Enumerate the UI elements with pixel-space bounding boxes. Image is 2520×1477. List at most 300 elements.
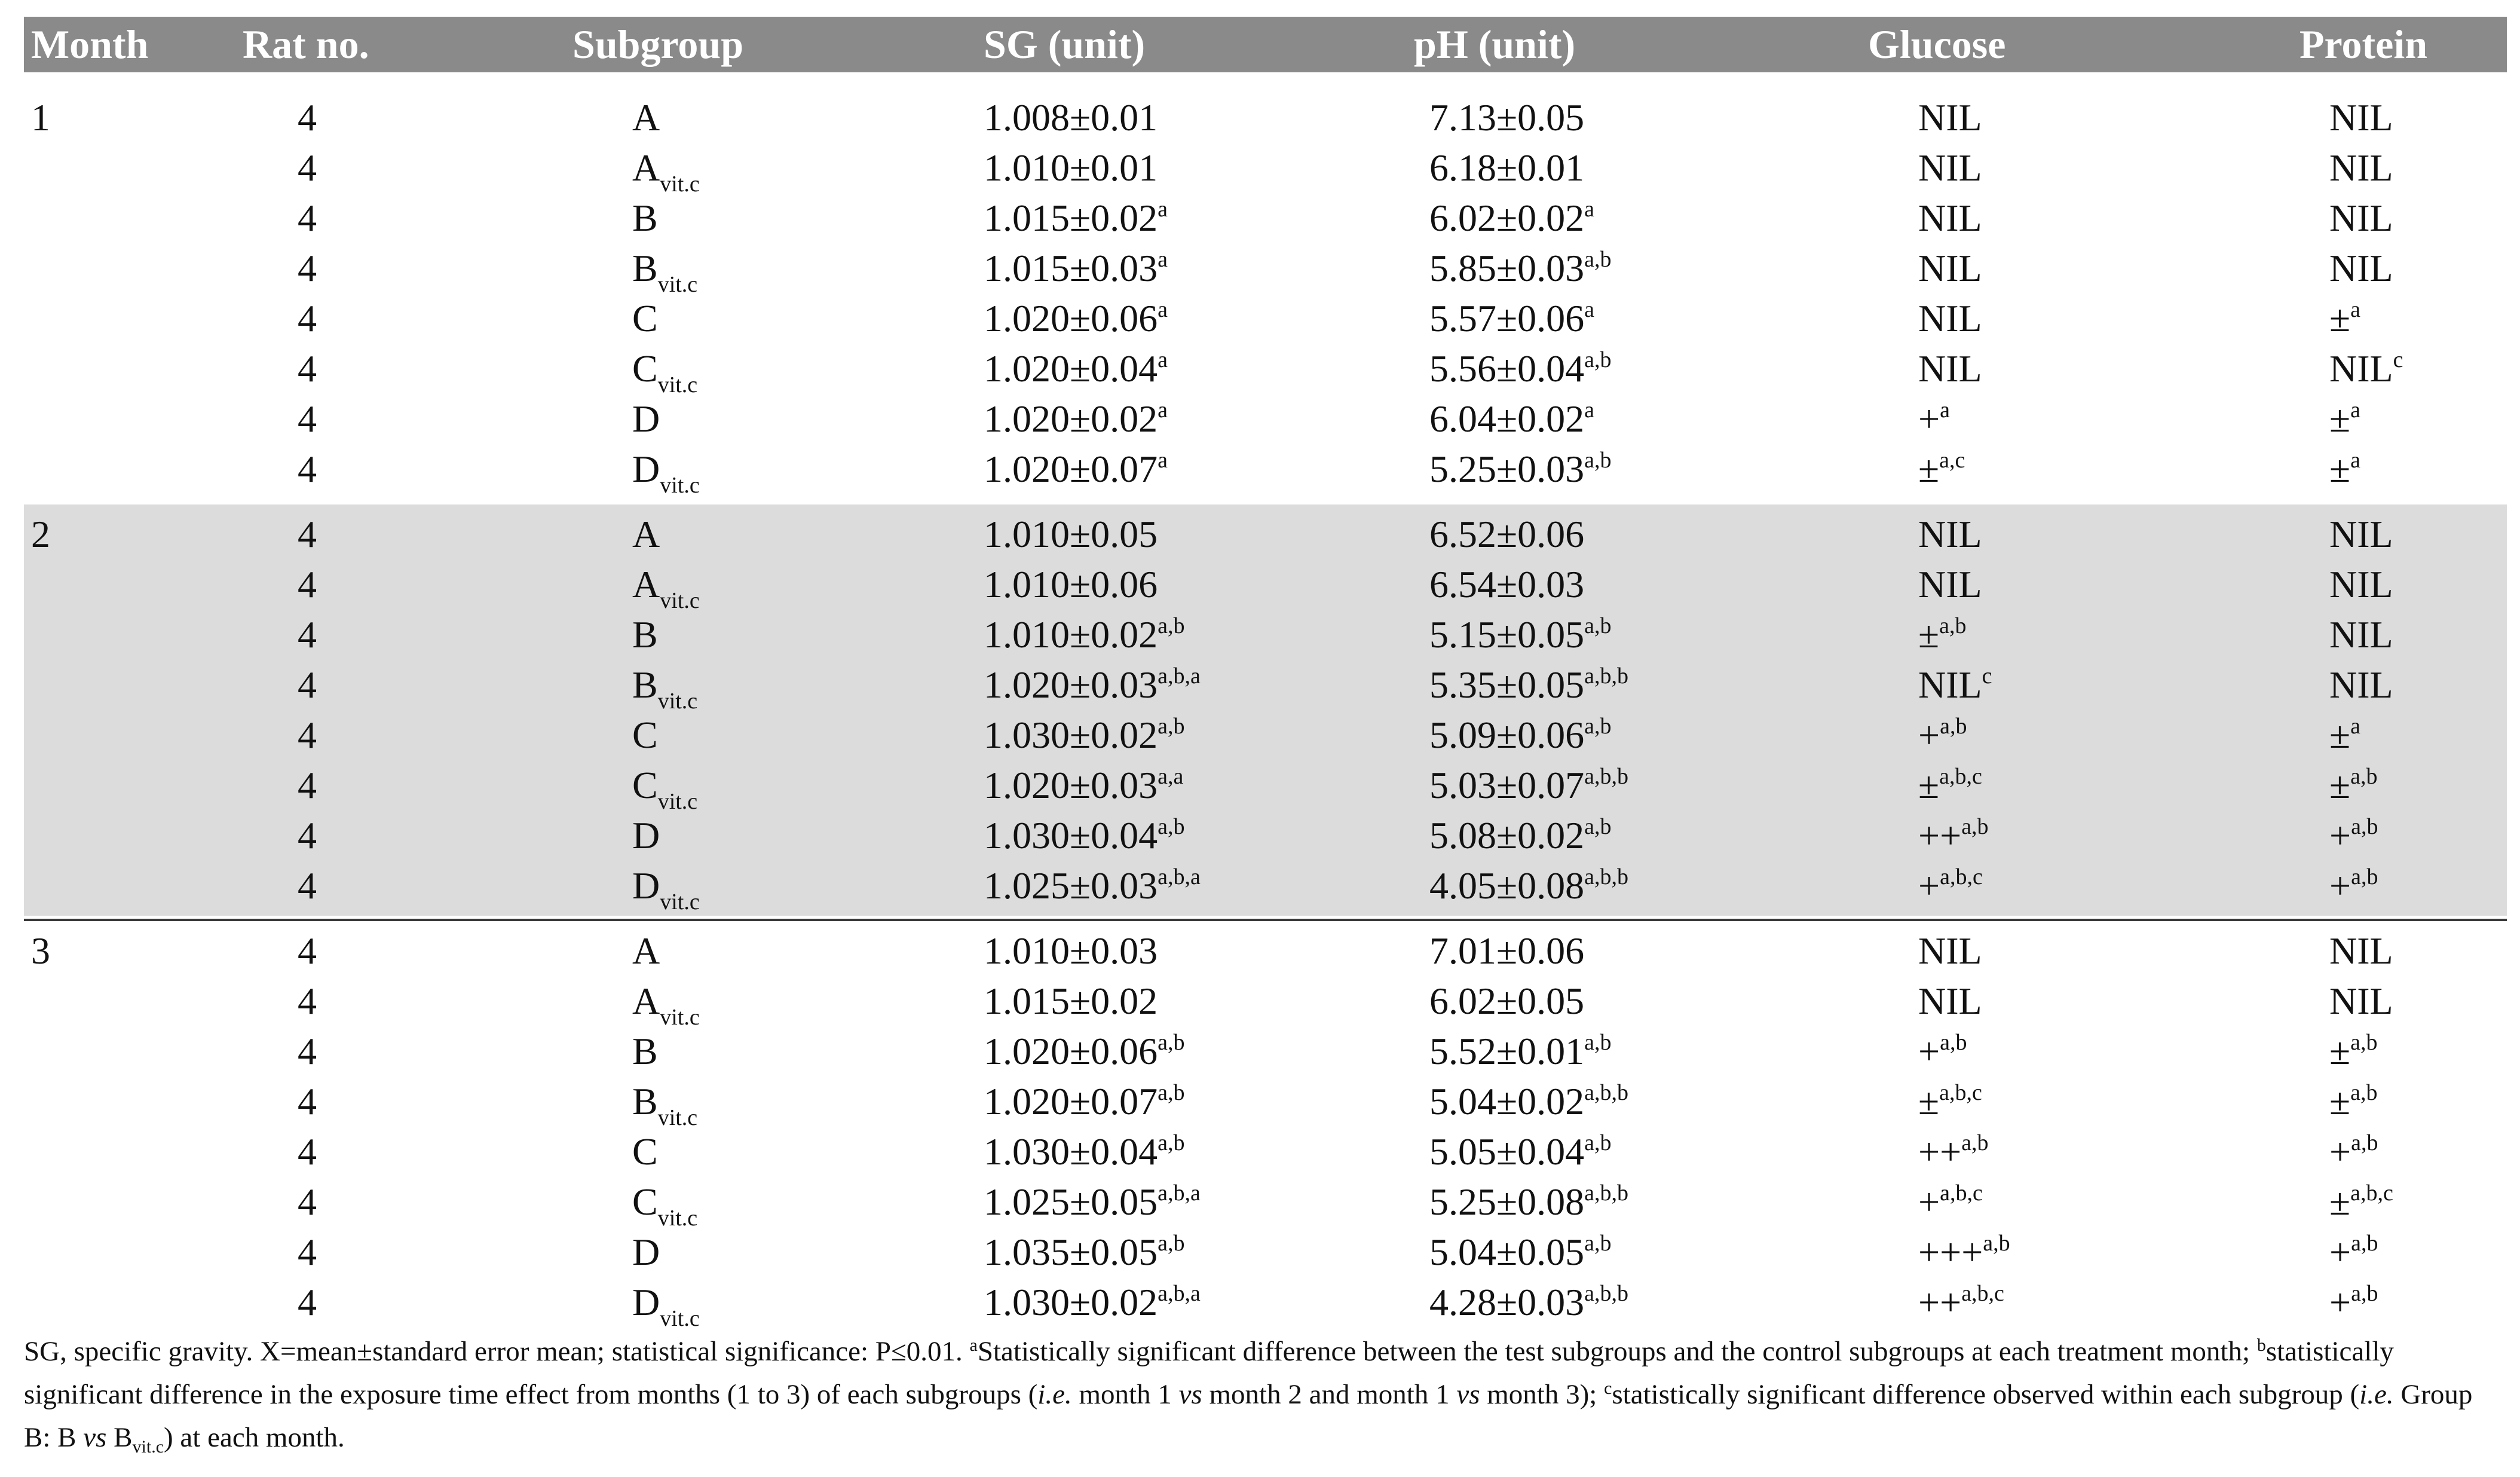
cell-rat-no: 4 [298, 513, 317, 555]
cell-protein-significance: a,b [2350, 1080, 2378, 1105]
cell-sg-significance: a,a [1158, 764, 1184, 789]
cell-ph [1429, 243, 1612, 299]
cell-glucose [1918, 1077, 1982, 1132]
cell-glucose-value: ± [1918, 764, 1940, 806]
cell-subgroup [632, 1277, 700, 1333]
cell-protein-significance: a,b [2350, 1030, 2378, 1055]
table-header-row [24, 17, 2507, 72]
cell-ph [1429, 1026, 1612, 1082]
cell-glucose [1918, 1277, 2004, 1333]
cell-subgroup-subscript: vit.c [660, 588, 700, 613]
cell-protein [2329, 1227, 2378, 1283]
cell-glucose-value: + [1918, 397, 1940, 440]
cell-glucose-value: NIL [1918, 663, 1982, 706]
cell-ph-value: 6.04±0.02 [1429, 397, 1585, 440]
cell-glucose-value: NIL [1918, 146, 1982, 189]
cell-protein [2329, 1077, 2378, 1132]
table-row [24, 760, 2507, 814]
cell-sg [984, 143, 1158, 198]
cell-subgroup-letter: B [632, 613, 658, 656]
cell-glucose-value: +++ [1918, 1231, 1983, 1273]
cell-subgroup-letter: B [632, 1080, 658, 1123]
footnote-text: month 3); [1480, 1379, 1605, 1410]
cell-ph-significance: a,b [1584, 1130, 1612, 1155]
cell-sg-value: 1.030±0.04 [984, 814, 1158, 857]
cell-glucose-value: + [1918, 864, 1940, 907]
cell-subgroup-subscript: vit.c [660, 1005, 700, 1030]
cell-sg [984, 1026, 1185, 1082]
cell-ph-value: 5.03±0.07 [1429, 764, 1585, 806]
table-row [24, 293, 2507, 344]
cell-protein-significance: a [2350, 714, 2360, 739]
cell-subgroup-letter: A [632, 96, 660, 139]
cell-ph [1429, 861, 1628, 916]
cell-subgroup [632, 710, 658, 766]
cell-subgroup [632, 293, 658, 349]
table-row [24, 1227, 2507, 1277]
cell-month: 2 [31, 513, 50, 555]
cell-protein-value: + [2329, 814, 2351, 857]
cell-subgroup [632, 509, 660, 565]
cell-subgroup-letter: B [632, 247, 658, 289]
cell-sg [984, 559, 1158, 615]
cell-glucose [1918, 444, 1965, 500]
cell-ph-value: 5.04±0.05 [1429, 1231, 1585, 1273]
cell-subgroup-subscript: vit.c [660, 1306, 700, 1331]
cell-ph-value: 5.05±0.04 [1429, 1130, 1585, 1173]
cell-protein [2329, 93, 2393, 148]
cell-rat-no: 4 [298, 1080, 317, 1123]
cell-subgroup [632, 660, 697, 715]
cell-protein-significance: a,b [2351, 1130, 2378, 1155]
cell-subgroup-subscript: vit.c [657, 1206, 698, 1231]
cell-subgroup-letter: A [632, 563, 660, 606]
cell-sg [984, 660, 1201, 715]
cell-rat-no: 4 [298, 448, 317, 490]
table-row [24, 1026, 2507, 1077]
cell-sg-value: 1.030±0.04 [984, 1130, 1158, 1173]
cell-sg-significance: a,b [1158, 814, 1185, 839]
cell-ph-significance: a,b,b [1584, 1281, 1628, 1306]
cell-rat-no: 4 [298, 563, 317, 606]
cell-glucose-value: ++ [1918, 814, 1962, 857]
cell-glucose-value: ++ [1918, 1130, 1962, 1173]
cell-sg-significance: a,b,a [1158, 663, 1201, 689]
cell-month: 3 [31, 929, 50, 972]
month-group-3 [24, 921, 2507, 1332]
cell-ph [1429, 710, 1612, 766]
footnote-marker-a: a [969, 1335, 978, 1355]
cell-month: 1 [31, 96, 50, 139]
cell-sg [984, 243, 1168, 299]
cell-ph [1429, 394, 1594, 449]
cell-protein-value: ± [2329, 1080, 2351, 1123]
table-row [24, 143, 2507, 197]
cell-subgroup-letter: B [632, 663, 658, 706]
cell-glucose-significance: a,b,c [1939, 764, 1982, 789]
cell-glucose-value: NIL [1918, 980, 1982, 1022]
cell-protein [2329, 293, 2360, 349]
cell-ph [1429, 344, 1612, 399]
cell-protein [2329, 660, 2393, 715]
cell-ph [1429, 1077, 1628, 1132]
cell-rat-no: 4 [298, 864, 317, 907]
table-row [24, 509, 2507, 559]
cell-protein [2329, 710, 2360, 766]
cell-subgroup-subscript: vit.c [660, 172, 700, 197]
cell-sg-significance: a,b,a [1158, 1181, 1201, 1206]
cell-rat-no: 4 [298, 613, 317, 656]
cell-subgroup [632, 811, 660, 866]
cell-glucose-value: ++ [1918, 1281, 1962, 1323]
cell-rat-no: 4 [298, 929, 317, 972]
cell-glucose-value: NIL [1918, 96, 1982, 139]
cell-ph-value: 6.54±0.03 [1429, 563, 1585, 606]
cell-glucose-significance: a,b,c [1940, 864, 1983, 889]
cell-glucose-value: NIL [1918, 347, 1982, 390]
cell-subgroup [632, 344, 697, 399]
cell-protein-value: NIL [2329, 513, 2393, 555]
cell-protein-significance: a,b [2350, 764, 2378, 789]
cell-sg-significance: a,b,a [1158, 1281, 1201, 1306]
cell-ph-value: 4.05±0.08 [1429, 864, 1585, 907]
cell-protein [2329, 976, 2393, 1032]
cell-protein-value: ± [2329, 1181, 2351, 1223]
cell-ph [1429, 1127, 1612, 1182]
cell-subgroup-letter: C [632, 1181, 658, 1223]
cell-ph-significance: a [1584, 297, 1594, 322]
cell-protein-value: NIL [2329, 663, 2393, 706]
cell-rat-no: 4 [298, 1281, 317, 1323]
cell-ph-value: 6.52±0.06 [1429, 513, 1585, 555]
cell-ph [1429, 1227, 1612, 1283]
cell-glucose [1918, 660, 1992, 715]
cell-protein [2329, 760, 2378, 816]
cell-ph-value: 5.15±0.05 [1429, 613, 1585, 656]
cell-protein-value: NIL [2329, 613, 2393, 656]
cell-sg-value: 1.030±0.02 [984, 714, 1158, 756]
cell-subgroup [632, 1127, 658, 1182]
cell-protein [2329, 610, 2393, 665]
table-body [24, 93, 2507, 1331]
cell-sg-value: 1.010±0.06 [984, 563, 1158, 606]
cell-protein-significance: c [2393, 347, 2403, 372]
cell-protein [2329, 444, 2360, 500]
cell-sg [984, 710, 1185, 766]
cell-protein-value: ± [2329, 764, 2351, 806]
cell-subgroup [632, 559, 700, 615]
footnote-italic: vs [83, 1422, 107, 1453]
cell-ph [1429, 660, 1628, 715]
footnote-marker-b: b [2256, 1335, 2266, 1355]
cell-glucose-value: NIL [1918, 297, 1982, 340]
cell-protein-value: + [2329, 1231, 2351, 1273]
table-row [24, 976, 2507, 1030]
cell-ph [1429, 93, 1584, 148]
cell-sg-value: 1.010±0.02 [984, 613, 1158, 656]
cell-subgroup [632, 861, 700, 916]
cell-sg [984, 1177, 1201, 1233]
cell-subgroup-letter: C [632, 714, 658, 756]
cell-protein [2329, 861, 2378, 916]
cell-protein [2329, 193, 2393, 249]
cell-glucose [1918, 710, 1967, 766]
cell-protein-value: NIL [2329, 96, 2393, 139]
cell-protein-value: NIL [2329, 146, 2393, 189]
table-row [24, 559, 2507, 613]
cell-ph-significance: a,b,b [1584, 864, 1628, 889]
table-row [24, 243, 2507, 297]
cell-ph-significance: a,b [1584, 814, 1612, 839]
cell-subgroup [632, 444, 700, 500]
cell-sg-significance: a [1158, 448, 1168, 473]
header-sg: SG (unit) [984, 22, 1146, 67]
cell-glucose-significance: a,b [1983, 1231, 2010, 1256]
cell-sg-value: 1.020±0.07 [984, 448, 1158, 490]
cell-sg-significance: a [1158, 347, 1168, 372]
cell-sg-significance: a,b,a [1158, 864, 1201, 889]
cell-protein-significance: a [2350, 297, 2360, 322]
cell-ph-significance: a,b,b [1584, 663, 1628, 689]
cell-subgroup [632, 394, 660, 449]
table-row [24, 710, 2507, 760]
cell-ph-significance: a,b,b [1584, 1181, 1628, 1206]
cell-ph [1429, 926, 1584, 981]
cell-sg [984, 1127, 1185, 1182]
cell-protein-value: NIL [2329, 929, 2393, 972]
table-row [24, 344, 2507, 397]
table-row [24, 811, 2507, 861]
cell-protein-value: NIL [2329, 980, 2393, 1022]
cell-ph-value: 4.28±0.03 [1429, 1281, 1585, 1323]
cell-glucose [1918, 760, 1982, 816]
group-divider [24, 919, 2507, 921]
cell-rat-no: 4 [298, 247, 317, 289]
cell-subgroup [632, 926, 660, 981]
cell-sg-significance: a,b [1158, 1231, 1185, 1256]
cell-ph [1429, 193, 1594, 249]
cell-subgroup [632, 1026, 658, 1082]
cell-ph [1429, 559, 1584, 615]
cell-protein [2329, 344, 2403, 399]
cell-glucose [1918, 344, 1982, 399]
cell-glucose [1918, 1227, 2010, 1283]
footnote-italic: vs [1456, 1379, 1480, 1410]
cell-ph-significance: a,b [1584, 448, 1612, 473]
cell-glucose-value: ± [1918, 613, 1940, 656]
footnote-italic: i.e. [2359, 1379, 2394, 1410]
cell-protein-value: ± [2329, 297, 2351, 340]
cell-sg-value: 1.015±0.02 [984, 980, 1158, 1022]
header-ph: pH (unit) [1414, 22, 1576, 67]
cell-sg [984, 1227, 1185, 1283]
cell-rat-no: 4 [298, 1231, 317, 1273]
cell-protein-significance: a [2350, 448, 2360, 473]
table-document [24, 17, 2507, 1331]
cell-glucose [1918, 243, 1982, 299]
cell-ph-value: 7.01±0.06 [1429, 929, 1585, 972]
cell-sg [984, 861, 1201, 916]
cell-rat-no: 4 [298, 1030, 317, 1072]
cell-subgroup-letter: B [632, 1030, 658, 1072]
cell-subgroup-letter: D [632, 448, 660, 490]
cell-ph-value: 5.25±0.03 [1429, 448, 1585, 490]
cell-rat-no: 4 [298, 764, 317, 806]
cell-sg [984, 394, 1168, 449]
header-month: Month [31, 22, 149, 67]
cell-protein [2329, 559, 2393, 615]
cell-sg [984, 93, 1158, 148]
cell-subgroup-letter: D [632, 1231, 660, 1273]
footnote-text: Group B: B [24, 1379, 2473, 1453]
cell-subgroup-subscript: vit.c [657, 372, 698, 397]
cell-sg [984, 926, 1158, 981]
cell-subgroup-letter: C [632, 764, 658, 806]
footnote-text: Statistically significant difference between the test subgroups and the control subgroups at each treatment month; [977, 1336, 2257, 1367]
cell-subgroup-letter: D [632, 397, 660, 440]
table-row [24, 93, 2507, 143]
cell-subgroup-letter: C [632, 297, 658, 340]
footnote-marker-c: c [1604, 1378, 1612, 1398]
cell-ph [1429, 293, 1594, 349]
cell-protein-value: ± [2329, 1030, 2351, 1072]
cell-protein [2329, 1127, 2378, 1182]
cell-glucose [1918, 811, 1989, 866]
footnote-text: statistically significant difference in the exposure time effect from months (1 to 3) of each subgroups ( [24, 1336, 2394, 1410]
cell-protein-significance: a,b [2351, 1231, 2378, 1256]
cell-glucose [1918, 143, 1982, 198]
cell-glucose [1918, 93, 1982, 148]
cell-ph-value: 7.13±0.05 [1429, 96, 1585, 139]
cell-sg [984, 760, 1183, 816]
cell-sg-value: 1.020±0.03 [984, 764, 1158, 806]
cell-sg-significance: a [1158, 197, 1168, 222]
table-row [24, 1077, 2507, 1130]
cell-ph [1429, 1277, 1628, 1333]
cell-sg [984, 976, 1158, 1032]
cell-ph-value: 5.09±0.06 [1429, 714, 1585, 756]
month-group-1 [24, 88, 2507, 499]
cell-subgroup-letter: C [632, 347, 658, 390]
cell-subgroup-letter: A [632, 146, 660, 189]
cell-subgroup [632, 976, 700, 1032]
cell-sg-value: 1.025±0.03 [984, 864, 1158, 907]
cell-ph-value: 5.25±0.08 [1429, 1181, 1585, 1223]
cell-rat-no: 4 [298, 347, 317, 390]
cell-protein [2329, 394, 2360, 449]
cell-subgroup [632, 610, 658, 665]
cell-rat-no: 4 [298, 397, 317, 440]
table-row [24, 193, 2507, 243]
cell-glucose-significance: a,c [1939, 448, 1965, 473]
cell-sg-value: 1.020±0.02 [984, 397, 1158, 440]
cell-glucose-significance: a,b,c [1939, 1080, 1982, 1105]
table-row [24, 861, 2507, 915]
table-footnote [24, 1332, 2474, 1461]
cell-protein-value: + [2329, 1130, 2351, 1173]
cell-subgroup-subscript: vit.c [657, 689, 698, 714]
cell-subgroup [632, 193, 658, 249]
cell-rat-no: 4 [298, 663, 317, 706]
cell-protein-value: + [2329, 1281, 2351, 1323]
table-row [24, 1177, 2507, 1231]
cell-ph-significance: a,b [1584, 347, 1612, 372]
table-row [24, 610, 2507, 660]
cell-sg-significance: a,b [1158, 1080, 1185, 1105]
header-glucose: Glucose [1868, 22, 2006, 67]
cell-ph-value: 5.57±0.06 [1429, 297, 1585, 340]
cell-glucose-significance: c [1982, 663, 1992, 689]
header-subgroup: Subgroup [572, 22, 744, 67]
cell-glucose-value: ± [1918, 1080, 1940, 1123]
cell-sg-value: 1.020±0.04 [984, 347, 1158, 390]
footnote-italic: i.e. [1037, 1379, 1072, 1410]
cell-ph-value: 5.52±0.01 [1429, 1030, 1585, 1072]
cell-subgroup [632, 143, 700, 198]
cell-sg-value: 1.030±0.02 [984, 1281, 1158, 1323]
cell-subgroup [632, 1227, 660, 1283]
cell-protein-value: ± [2329, 714, 2351, 756]
cell-protein-value: NIL [2329, 563, 2393, 606]
table-row [24, 394, 2507, 444]
footnote-text: B [106, 1422, 133, 1453]
cell-glucose [1918, 1026, 1967, 1082]
cell-sg [984, 509, 1158, 565]
cell-ph-value: 5.56±0.04 [1429, 347, 1585, 390]
cell-subgroup [632, 243, 697, 299]
cell-sg [984, 193, 1168, 249]
cell-sg-value: 1.035±0.05 [984, 1231, 1158, 1273]
cell-rat-no: 4 [298, 1181, 317, 1223]
cell-subgroup-letter: C [632, 1130, 658, 1173]
table-row [24, 660, 2507, 714]
cell-glucose-significance: a,b [1939, 613, 1967, 638]
cell-ph [1429, 509, 1584, 565]
cell-sg-significance: a [1158, 247, 1168, 272]
cell-rat-no: 4 [298, 96, 317, 139]
cell-ph-significance: a,b [1584, 1030, 1612, 1055]
cell-ph-significance: a,b [1584, 247, 1612, 272]
cell-ph-significance: a,b,b [1584, 764, 1628, 789]
cell-protein [2329, 1177, 2393, 1233]
cell-subgroup-letter: D [632, 864, 660, 907]
cell-protein-value: ± [2329, 397, 2351, 440]
footnote-text: ) at each month. [164, 1422, 345, 1453]
table-row [24, 1277, 2507, 1331]
cell-sg [984, 1277, 1201, 1333]
footnote-text: month 1 [1071, 1379, 1179, 1410]
cell-ph [1429, 760, 1628, 816]
cell-protein [2329, 811, 2378, 866]
cell-glucose-significance: a [1940, 397, 1950, 423]
cell-glucose-value: NIL [1918, 197, 1982, 239]
cell-glucose-significance: a,b,c [1961, 1281, 2004, 1306]
footnote-italic: vs [1178, 1379, 1202, 1410]
cell-sg-value: 1.008±0.01 [984, 96, 1158, 139]
cell-glucose [1918, 293, 1982, 349]
cell-sg [984, 344, 1168, 399]
cell-ph [1429, 976, 1584, 1032]
cell-sg-value: 1.025±0.05 [984, 1181, 1158, 1223]
cell-ph [1429, 610, 1612, 665]
cell-rat-no: 4 [298, 297, 317, 340]
cell-rat-no: 4 [298, 1130, 317, 1173]
cell-subgroup [632, 1077, 697, 1132]
cell-sg [984, 293, 1168, 349]
footnote-subscript: vit.c [132, 1437, 164, 1457]
cell-protein-significance: a,b [2351, 864, 2378, 889]
cell-sg-significance: a [1158, 397, 1168, 423]
